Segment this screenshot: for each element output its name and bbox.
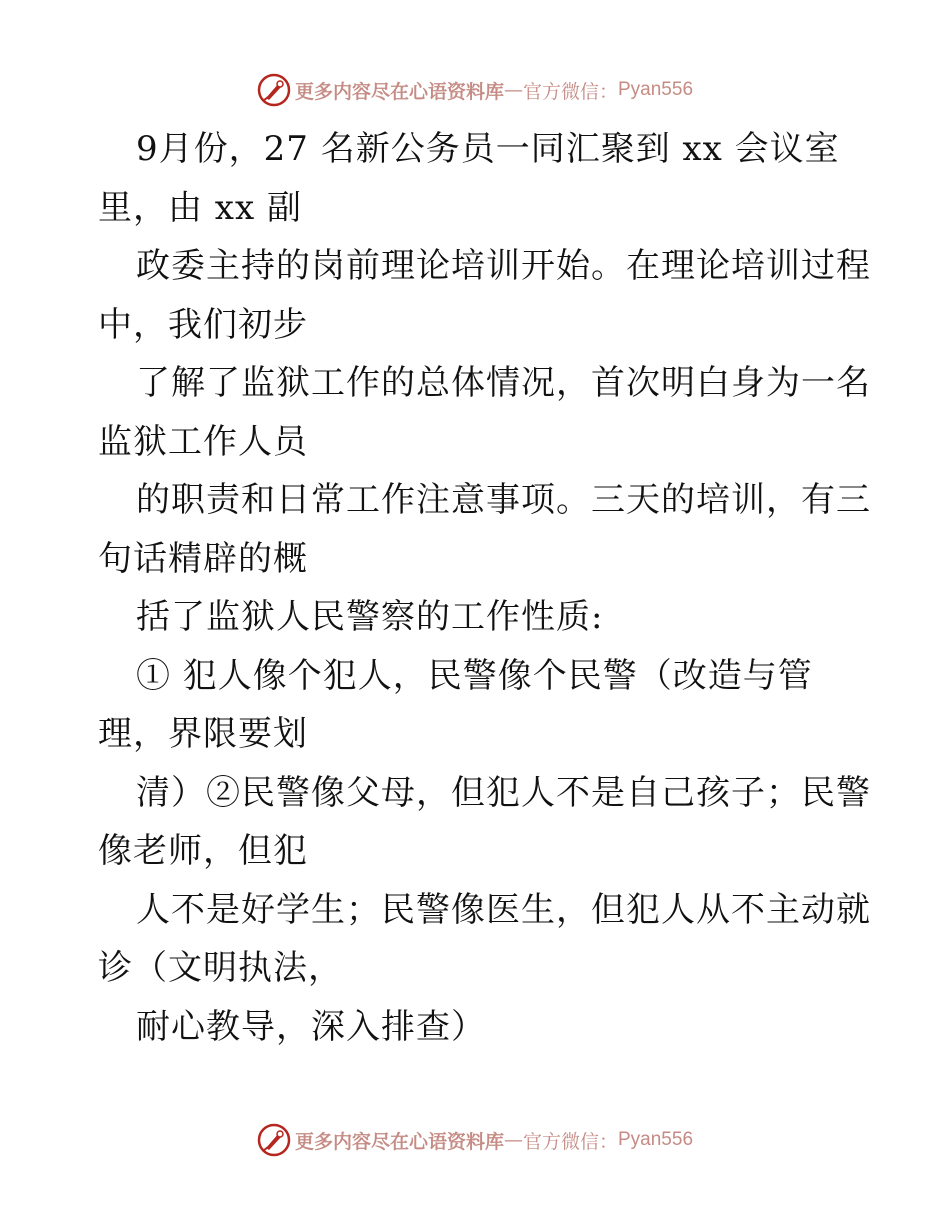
banner-wechat-id: Pyan556: [618, 1129, 694, 1150]
text-line: 理，界限要划: [98, 714, 308, 754]
text-line: 像老师，但犯: [98, 831, 308, 871]
text-line: 9月份，27 名新公务员一同汇聚到 xx 会议室: [136, 129, 840, 169]
text-line: 的职责和日常工作注意事项。三天的培训，有三: [136, 480, 871, 520]
banner-wechat-label: 官方微信：: [522, 80, 618, 103]
quill-logo-icon: [257, 1123, 291, 1157]
text-line: 清）②民警像父母，但犯人不是自己孩子；民警: [136, 772, 871, 813]
text-line: 了解了监狱工作的总体情况，首次明白身为一名: [136, 363, 871, 403]
text-line: 耐心教导，深入排查）: [136, 1006, 486, 1047]
text-line: 人不是好学生；民警像医生，但犯人从不主动就: [136, 889, 871, 930]
banner-wechat-label: 官方微信：: [522, 1130, 618, 1153]
text-line: 句话精辟的概: [98, 538, 308, 579]
text-line: 里，由 xx 副: [98, 187, 302, 228]
footer-banner: [0, 1120, 950, 1160]
header-banner: [0, 70, 950, 110]
text-line: 诊（文明执法，: [98, 948, 343, 988]
text-line: 中，我们初步: [98, 304, 308, 345]
text-line: 监狱工作人员: [98, 421, 308, 462]
text-line: ① 犯人像个犯人，民警像个民警（改造与管: [136, 655, 813, 696]
quill-logo-icon: [257, 73, 291, 107]
banner-dash: —: [503, 1129, 523, 1151]
banner-main-text: 更多内容尽在心语资料库: [294, 80, 504, 103]
banner-dash: —: [503, 79, 523, 101]
text-line: 括了监狱人民警察的工作性质:: [136, 597, 604, 637]
banner-wechat-id: Pyan556: [618, 79, 694, 100]
banner-main-text: 更多内容尽在心语资料库: [294, 1130, 504, 1153]
text-line: 政委主持的岗前理论培训开始。在理论培训过程: [136, 246, 871, 286]
document-body: [98, 120, 871, 1056]
